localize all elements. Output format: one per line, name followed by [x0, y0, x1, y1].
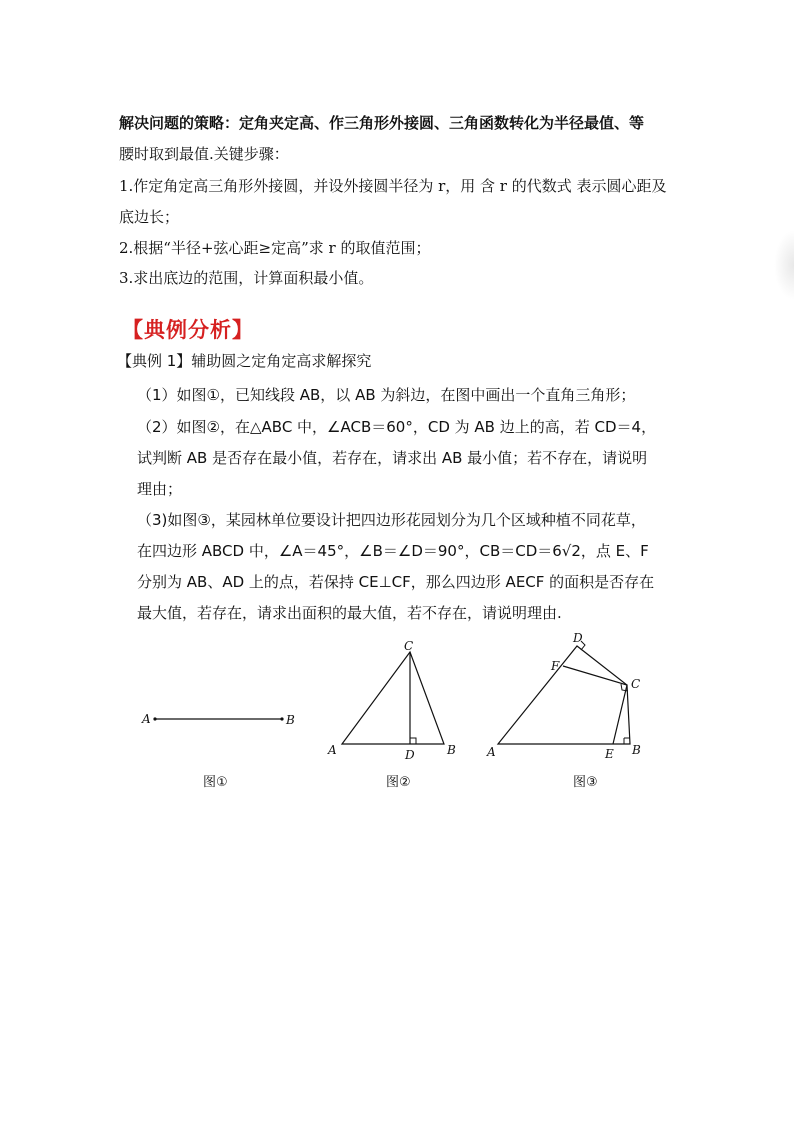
section-heading: 【典例分析】 — [122, 317, 254, 342]
label-a: A — [487, 745, 496, 759]
step-2: 2.根据“半径+弦心距≥定高”求 r 的取值范围； — [119, 239, 431, 257]
label-a: A — [142, 712, 151, 726]
label-d: D — [405, 748, 415, 762]
figure-2-caption: 图② — [386, 775, 411, 790]
question-3-line-d: 最大值，若存在，请求出面积的最大值，若不存在，请说明理由. — [137, 604, 562, 622]
label-b: B — [286, 713, 295, 727]
figure-3-caption: 图③ — [573, 775, 598, 790]
figure-2-triangle — [320, 640, 470, 765]
step-1-line-a: 1.作定角定高三角形外接圆，并设外接圆半径为 r，用 含 r 的代数式 表示圆心距及 — [119, 177, 667, 195]
label-c: C — [404, 639, 414, 653]
strategy-line-1: 解决问题的策略：定角夹定高、作三角形外接圆、三角函数转化为半径最值、等 — [119, 114, 645, 132]
question-3-line-a: （3)如图③，某园林单位要设计把四边形花园划分为几个区域种植不同花草， — [137, 511, 646, 529]
example-title: 【典例 1】辅助圆之定角定高求解探究 — [117, 352, 372, 370]
question-2-line-a: （2）如图②，在△ABC 中，∠ACB＝60°，CD 为 AB 边上的高，若 CD＝4， — [137, 418, 657, 436]
question-3-line-b: 在四边形 ABCD 中，∠A＝45°，∠B＝∠D＝90°，CB＝CD＝6√2，点 E、F — [137, 542, 649, 560]
label-a: A — [328, 743, 337, 757]
figure-3-quadrilateral — [485, 628, 650, 763]
figure-1-caption: 图① — [203, 775, 228, 790]
label-f: F — [551, 659, 560, 673]
step-1-line-b: 底边长； — [119, 208, 180, 226]
question-1: （1）如图①，已知线段 AB，以 AB 为斜边，在图中画出一个直角三角形； — [137, 386, 636, 404]
triangle-abc — [342, 652, 444, 744]
step-3: 3.求出底边的范围，计算面积最小值。 — [119, 269, 374, 287]
label-b: B — [447, 743, 456, 757]
figure-1-segment — [140, 705, 300, 735]
scan-shadow — [774, 230, 794, 300]
strategy-line-2: 腰时取到最值.关键步骤： — [119, 145, 289, 163]
question-3-line-c: 分别为 AB、AD 上的点，若保持 CE⊥CF，那么四边形 AECF 的面积是否存在 — [137, 573, 655, 591]
label-d: D — [573, 631, 583, 645]
label-c: C — [631, 677, 641, 691]
label-e: E — [605, 747, 614, 761]
quadrilateral-abcd — [498, 646, 630, 744]
label-b: B — [632, 743, 641, 757]
question-2-line-b: 试判断 AB 是否存在最小值，若存在，请求出 AB 最小值；若不存在，请说明 — [137, 449, 648, 467]
question-2-line-c: 理由； — [137, 480, 183, 498]
right-angle-mark — [410, 738, 416, 744]
